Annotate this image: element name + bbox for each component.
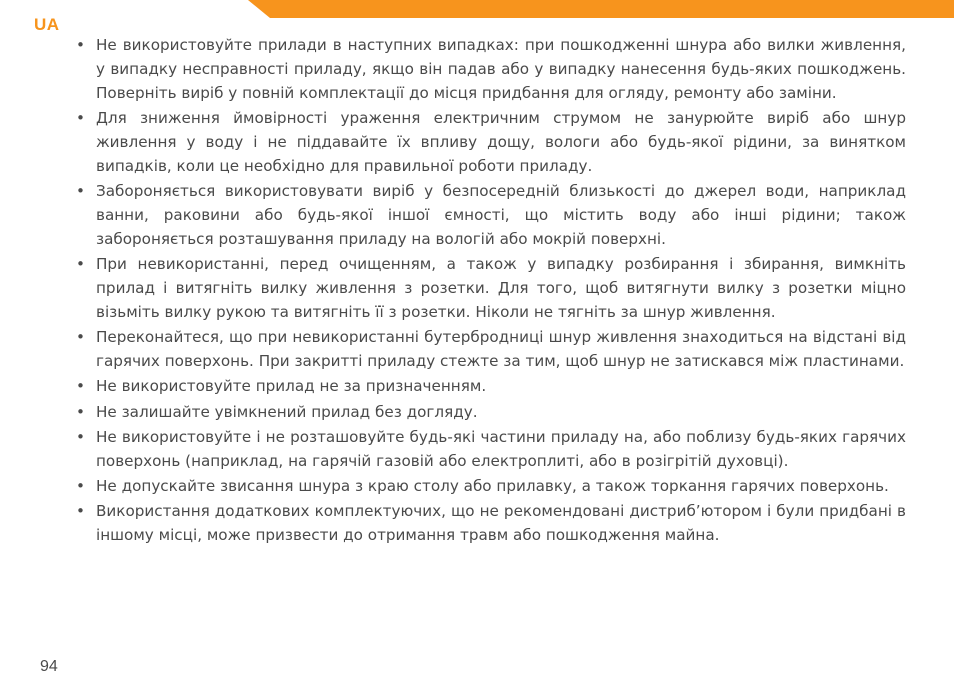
list-item: • Не використовуйте і не розташовуйте будь-які частини приладу на, або поблизу будь-яких гарячих поверхонь (наприклад, на гарячій газовій або електроплиті, або в розігрітій духовці).	[96, 426, 906, 474]
page-number: 94	[40, 658, 58, 675]
list-item: • Не використовуйте прилади в наступних випадках: при пошкодженні шнура або вилки живлення, у випадку несправності приладу, якщо він падав або у випадку нанесення будь-яких пошкоджень. Поверніть виріб у повній комплектації до місця придбання для огляду, ремонту або заміни.	[96, 34, 906, 105]
list-item: • Використання додаткових комплектуючих, що не рекомендовані дистриб’ютором і були придбані в іншому місці, може призвести до отримання травм або пошкодження майна.	[96, 500, 906, 548]
list-item: • При невикористанні, перед очищенням, а також у випадку розбирання і збирання, вимкніть прилад і витягніть вилку живлення з розетки. Для того, щоб витягнути вилку з розетки міцно візьміть вилку рукою та витягніть її з розетки. Ніколи не тягніть за шнур живлення.	[96, 253, 906, 324]
list-item: • Для зниження ймовірності ураження електричним струмом не занурюйте виріб або шнур живлення у воду і не піддавайте їх впливу дощу, вологи або будь-якої рідини, за винятком випадків, коли це необхідно для правильної роботи приладу.	[96, 107, 906, 178]
safety-instructions	[96, 34, 906, 550]
list-item: • Не залишайте увімкнений прилад без догляду.	[96, 401, 906, 425]
language-label: UA	[34, 15, 60, 34]
list-item: • Переконайтеся, що при невикористанні бутербродниці шнур живлення знаходиться на відстані від гарячих поверхонь. При закритті приладу стежте за тим, щоб шнур не затискався між пластинами.	[96, 326, 906, 374]
list-item: • Забороняється використовувати виріб у безпосередній близькості до джерел води, наприклад ванни, раковини або будь-якої іншої ємності, що містить воду або інші рідини; також забороняється розташування приладу на вологій або мокрій поверхні.	[96, 180, 906, 251]
list-item: • Не допускайте звисання шнура з краю столу або прилавку, а також торкання гарячих поверхонь.	[96, 475, 906, 499]
bullet-list	[96, 34, 906, 548]
list-item: • Не використовуйте прилад не за призначенням.	[96, 375, 906, 399]
header-accent-bar	[248, 0, 954, 18]
